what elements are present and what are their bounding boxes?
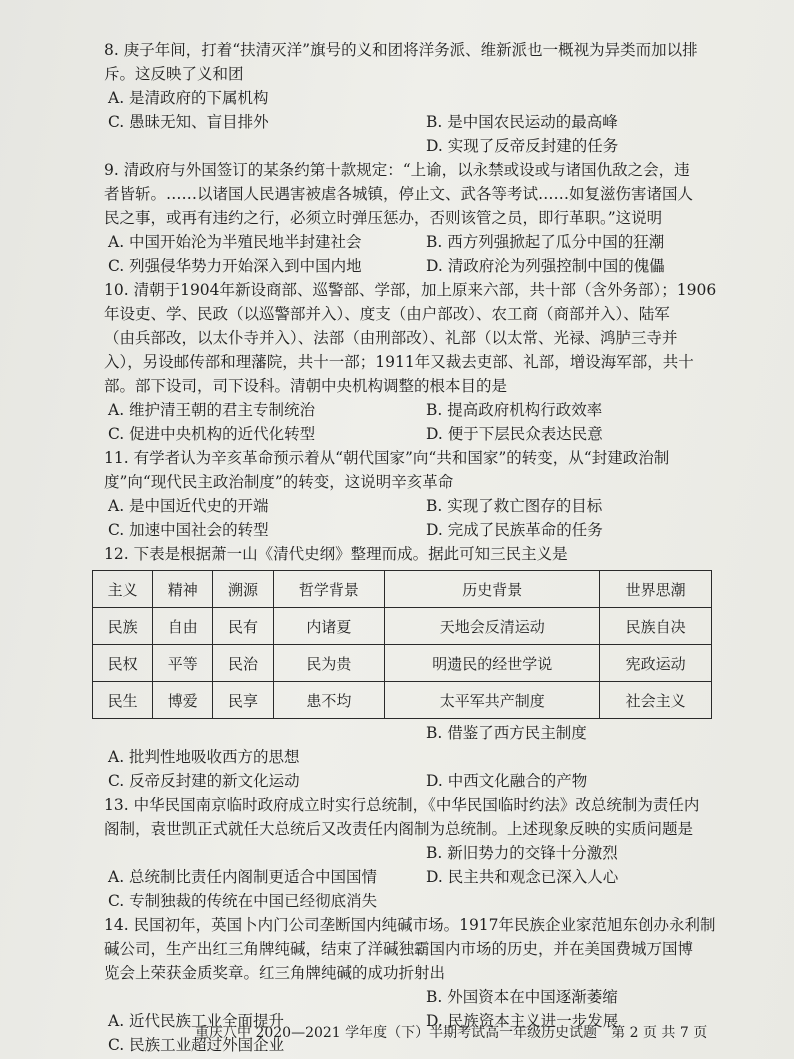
table-cell: 内诸夏 xyxy=(273,608,385,645)
answer-option: B. 新旧势力的交锋十分激烈 xyxy=(426,844,618,862)
table-cell: 明遗民的经世学说 xyxy=(385,645,600,682)
option-row xyxy=(104,422,704,446)
question-stem-line: 度”向“现代民主政治制度”的转变，这说明辛亥革命 xyxy=(104,473,454,491)
option-row xyxy=(104,518,704,542)
page-footer xyxy=(195,1022,707,1042)
table-row xyxy=(93,608,712,645)
option-row xyxy=(104,745,704,769)
table-header-cell: 历史背景 xyxy=(385,571,600,608)
answer-option: B. 是中国农民运动的最高峰 xyxy=(426,113,618,131)
table-cell: 宪政运动 xyxy=(600,645,712,682)
answer-option: B. 借鉴了西方民主制度 xyxy=(426,724,587,742)
table-header-row xyxy=(93,571,712,608)
table-cell: 民为贵 xyxy=(273,645,385,682)
option-row xyxy=(104,254,704,278)
question-stem-line: 碱公司，生产出红三角牌纯碱，结束了洋碱独霸国内市场的历史，并在美国费城万国博 xyxy=(104,940,694,958)
table-cell: 太平军共产制度 xyxy=(385,682,600,719)
answer-option: D. 民族资本主义进一步发展 xyxy=(426,1012,619,1030)
option-row xyxy=(104,86,704,110)
table-row xyxy=(93,645,712,682)
answer-option: B. 实现了救亡图存的目标 xyxy=(426,497,603,515)
table-cell: 民族 xyxy=(93,608,153,645)
answer-option: D. 完成了民族革命的任务 xyxy=(426,521,603,539)
answer-option: C. 加速中国社会的转型 xyxy=(108,521,269,539)
answer-option: A. 近代民族工业全面提升 xyxy=(108,1012,285,1030)
table-cell: 天地会反清运动 xyxy=(385,608,600,645)
answer-option: D. 清政府沦为列强控制中国的傀儡 xyxy=(426,257,665,275)
table-cell: 民享 xyxy=(213,682,273,719)
table-cell: 自由 xyxy=(153,608,213,645)
option-row xyxy=(104,985,704,1009)
table-cell: 平等 xyxy=(153,645,213,682)
table-cell: 民治 xyxy=(213,645,273,682)
answer-option: D. 民主共和观念已深入人心 xyxy=(426,868,619,886)
table-header-cell: 溯源 xyxy=(213,571,273,608)
doctrine-table xyxy=(92,570,712,719)
answer-option: A. 总统制比责任内阁制更适合中国国情 xyxy=(108,868,378,886)
answer-option: B. 西方列强掀起了瓜分中国的狂潮 xyxy=(426,233,665,251)
question-stem-line: 民之事，或再有违约之行，必须立时弹压惩办，否则该管之员，即行革职。”这说明 xyxy=(104,209,663,227)
option-row xyxy=(104,398,704,422)
question-8 xyxy=(104,38,704,158)
question-12 xyxy=(104,542,704,793)
answer-option: D. 中西文化融合的产物 xyxy=(426,772,588,790)
footer-school: 重庆八中 2020—2021 学年度（下）半期考试高一年级历史试题 xyxy=(195,1025,598,1041)
question-10 xyxy=(104,278,717,446)
question-stem-line: 阁制，袁世凯正式就任大总统后又改责任内阁制为总统制。上述现象反映的实质问题是 xyxy=(104,820,694,838)
question-stem-line: （由兵部改，以太仆寺并入）、法部（由刑部改）、礼部（以太常、光禄、鸿胪三寺并 xyxy=(104,329,678,347)
option-row xyxy=(104,494,704,518)
question-stem-line: 13. 中华民国南京临时政府成立时实行总统制，《中华民国临时约法》改总统制为责任内 xyxy=(104,796,700,814)
question-stem-line: 者皆斩。……以诸国人民遇害被虐各城镇，停止文、武各等考试……如复滋伤害诸国人 xyxy=(104,185,694,203)
table-header-cell: 精神 xyxy=(153,571,213,608)
question-stem-line: 览会上荣获金质奖章。红三角牌纯碱的成功折射出 xyxy=(104,964,446,982)
answer-option: A. 中国开始沦为半殖民地半封建社会 xyxy=(108,233,362,251)
answer-option: C. 专制独裁的传统在中国已经彻底消失 xyxy=(108,892,378,910)
option-row xyxy=(104,841,704,865)
question-stem-line: 14. 民国初年，英国卜内门公司垄断国内纯碱市场。1917年民族企业家范旭东创办永利制 xyxy=(104,916,716,934)
option-row xyxy=(104,110,704,134)
option-row xyxy=(104,769,704,793)
option-row xyxy=(104,889,704,913)
question-list xyxy=(104,38,717,1057)
answer-option: A. 维护清王朝的君主专制统治 xyxy=(108,401,316,419)
table-header-cell: 世界思潮 xyxy=(600,571,712,608)
answer-option: A. 是清政府的下属机构 xyxy=(108,89,269,107)
option-row xyxy=(104,230,704,254)
question-13 xyxy=(104,793,704,913)
answer-option: C. 民族工业超过外国企业 xyxy=(108,1036,285,1054)
question-stem-line: 部。部下设司，司下设科。清朝中央机构调整的根本目的是 xyxy=(104,377,508,395)
question-stem-line: 斥。这反映了义和团 xyxy=(104,65,244,83)
footer-page-number: 第 2 页 共 7 页 xyxy=(611,1025,708,1041)
question-11 xyxy=(104,446,704,542)
answer-option: D. 实现了反帝反封建的任务 xyxy=(426,137,619,155)
table-header-cell: 主义 xyxy=(93,571,153,608)
answer-option: C. 愚昧无知、盲目排外 xyxy=(108,113,269,131)
question-stem-line: 年设吏、学、民政（以巡警部并入）、度支（由户部改）、农工商（商部并入）、陆军 xyxy=(104,305,670,323)
answer-option: C. 促进中央机构的近代化转型 xyxy=(108,425,316,443)
option-row xyxy=(104,134,704,158)
table-header-cell: 哲学背景 xyxy=(273,571,385,608)
table-cell: 患不均 xyxy=(273,682,385,719)
question-stem-line: 12. 下表是根据萧一山《清代史纲》整理而成。据此可知三民主义是 xyxy=(104,545,568,563)
question-9 xyxy=(104,158,704,278)
answer-option: A. 批判性地吸收西方的思想 xyxy=(108,748,300,766)
question-stem-line: 9. 清政府与外国签订的某条约第十款规定：“上谕，以永禁或设或与诸国仇敌之会，违 xyxy=(104,161,690,179)
option-row xyxy=(104,865,704,889)
answer-option: D. 便于下层民众表达民意 xyxy=(426,425,603,443)
table-row xyxy=(93,682,712,719)
table-cell: 社会主义 xyxy=(600,682,712,719)
answer-option: C. 反帝反封建的新文化运动 xyxy=(108,772,300,790)
answer-option: B. 外国资本在中国逐渐萎缩 xyxy=(426,988,618,1006)
option-row xyxy=(104,721,704,745)
answer-option: B. 提高政府机构行政效率 xyxy=(426,401,603,419)
answer-option: C. 列强侵华势力开始深入到中国内地 xyxy=(108,257,362,275)
question-stem-line: 8. 庚子年间，打着“扶清灭洋”旗号的义和团将洋务派、维新派也一概视为异类而加以排 xyxy=(104,41,698,59)
table-cell: 民生 xyxy=(93,682,153,719)
question-stem-line: 11. 有学者认为辛亥革命预示着从“朝代国家”向“共和国家”的转变，从“封建政治制 xyxy=(104,449,670,467)
table-cell: 民有 xyxy=(213,608,273,645)
question-stem-line: 入），另设邮传部和理藩院，共十一部；1911年又裁去吏部、礼部，增设海军部，共十 xyxy=(104,353,694,371)
table-cell: 博爱 xyxy=(153,682,213,719)
question-stem-line: 10. 清朝于1904年新设商部、巡警部、学部，加上原来六部，共十部（含外务部）；1906 xyxy=(104,281,717,299)
table-cell: 民权 xyxy=(93,645,153,682)
answer-option: A. 是中国近代史的开端 xyxy=(108,497,269,515)
table-cell: 民族自决 xyxy=(600,608,712,645)
